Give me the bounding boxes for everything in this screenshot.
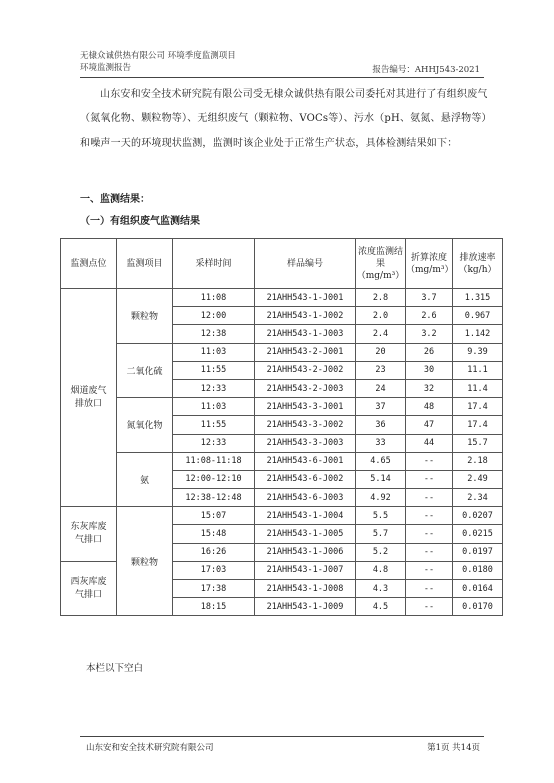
monitoring-results-table <box>60 238 503 616</box>
sampling-time-cell: 12:33 <box>173 434 255 452</box>
header-item: 监测项目 <box>117 239 173 289</box>
sample-id-cell: 21AHH543-3-J001 <box>255 398 356 416</box>
table-row <box>61 507 503 525</box>
emission-rate-cell: 11.1 <box>453 361 503 379</box>
sampling-time-cell: 18:15 <box>173 598 255 616</box>
emission-rate-cell: 9.39 <box>453 343 503 361</box>
table-row <box>61 452 503 470</box>
emission-rate-cell: 11.4 <box>453 379 503 397</box>
sample-id-cell: 21AHH543-1-J003 <box>255 325 356 343</box>
header-rate: 排放速率（kg/h） <box>453 239 503 289</box>
monitoring-item-cell: 氮氧化物 <box>117 398 173 453</box>
sampling-time-cell: 15:48 <box>173 525 255 543</box>
sampling-time-cell: 12:33 <box>173 379 255 397</box>
table-row <box>61 398 503 416</box>
converted-concentration-cell: -- <box>406 580 453 598</box>
header-divider <box>80 77 484 78</box>
emission-rate-cell: 17.4 <box>453 416 503 434</box>
report-number: 报告编号：AHHJ543-2021 <box>372 65 480 75</box>
sampling-time-cell: 11:03 <box>173 398 255 416</box>
emission-rate-cell: 2.34 <box>453 489 503 507</box>
header-sample: 样品编号 <box>255 239 356 289</box>
page-number: 第1页 共14页 <box>427 743 480 753</box>
sampling-time-cell: 12:38-12:48 <box>173 489 255 507</box>
converted-concentration-cell: 3.2 <box>406 325 453 343</box>
emission-rate-cell: 1.315 <box>453 289 503 307</box>
sampling-time-cell: 12:00-12:10 <box>173 470 255 488</box>
header-report-type: 环境监测报告 <box>80 63 132 73</box>
converted-concentration-cell: -- <box>406 452 453 470</box>
sampling-time-cell: 11:55 <box>173 416 255 434</box>
emission-rate-cell: 0.0207 <box>453 507 503 525</box>
monitoring-point-cell: 东灰库废气排口 <box>61 507 117 562</box>
converted-concentration-cell: -- <box>406 489 453 507</box>
concentration-cell: 37 <box>356 398 406 416</box>
concentration-cell: 2.0 <box>356 307 406 325</box>
converted-concentration-cell: -- <box>406 561 453 579</box>
monitoring-item-cell: 氨 <box>117 452 173 507</box>
blank-note: 本栏以下空白 <box>86 663 144 674</box>
sample-id-cell: 21AHH543-1-J001 <box>255 289 356 307</box>
monitoring-item-cell: 颗粒物 <box>117 289 173 344</box>
sample-id-cell: 21AHH543-1-J005 <box>255 525 356 543</box>
converted-concentration-cell: -- <box>406 543 453 561</box>
emission-rate-cell: 0.0215 <box>453 525 503 543</box>
concentration-cell: 4.8 <box>356 561 406 579</box>
sampling-time-cell: 11:03 <box>173 343 255 361</box>
converted-concentration-cell: 26 <box>406 343 453 361</box>
concentration-cell: 5.5 <box>356 507 406 525</box>
footer-divider <box>80 736 484 737</box>
converted-concentration-cell: -- <box>406 598 453 616</box>
emission-rate-cell: 0.0164 <box>453 580 503 598</box>
monitoring-point-cell: 烟道废气排放口 <box>61 289 117 507</box>
subsection-heading: （一）有组织废气监测结果 <box>80 216 200 227</box>
sampling-time-cell: 12:00 <box>173 307 255 325</box>
emission-rate-cell: 0.0170 <box>453 598 503 616</box>
report-header <box>80 50 236 74</box>
sample-id-cell: 21AHH543-2-J003 <box>255 379 356 397</box>
sample-id-cell: 21AHH543-1-J007 <box>255 561 356 579</box>
monitoring-point-cell: 西灰库废气排口 <box>61 561 117 616</box>
converted-concentration-cell: -- <box>406 507 453 525</box>
sample-id-cell: 21AHH543-1-J009 <box>255 598 356 616</box>
monitoring-item-cell: 二氧化硫 <box>117 343 173 398</box>
converted-concentration-cell: 47 <box>406 416 453 434</box>
converted-concentration-cell: 3.7 <box>406 289 453 307</box>
sample-id-cell: 21AHH543-1-J008 <box>255 580 356 598</box>
header-concentration: 浓度监测结果（mg/m³） <box>356 239 406 289</box>
converted-concentration-cell: 44 <box>406 434 453 452</box>
concentration-cell: 36 <box>356 416 406 434</box>
converted-concentration-cell: 2.6 <box>406 307 453 325</box>
sampling-time-cell: 11:08-11:18 <box>173 452 255 470</box>
sample-id-cell: 21AHH543-1-J006 <box>255 543 356 561</box>
sampling-time-cell: 11:08 <box>173 289 255 307</box>
concentration-cell: 20 <box>356 343 406 361</box>
sample-id-cell: 21AHH543-6-J003 <box>255 489 356 507</box>
table-header-row <box>61 239 503 289</box>
sampling-time-cell: 17:03 <box>173 561 255 579</box>
converted-concentration-cell: -- <box>406 470 453 488</box>
header-point: 监测点位 <box>61 239 117 289</box>
table-row <box>61 289 503 307</box>
concentration-cell: 4.3 <box>356 580 406 598</box>
concentration-cell: 5.7 <box>356 525 406 543</box>
concentration-cell: 5.14 <box>356 470 406 488</box>
sample-id-cell: 21AHH543-6-J002 <box>255 470 356 488</box>
converted-concentration-cell: 48 <box>406 398 453 416</box>
concentration-cell: 5.2 <box>356 543 406 561</box>
header-project: 无棣众诚供热有限公司 环境季度监测项目 <box>80 51 236 61</box>
intro-paragraph: 山东安和安全技术研究院有限公司受无棣众诚供热有限公司委托对其进行了有组织废气（氮氧化物、颗粒物等）、无组织废气（颗粒物、VOCs等）、污水（pH、氨氮、悬浮物等）和噪声一天的环境现状监测，监测时该企业处于正常生产状态，具体检测结果如下： <box>80 89 488 149</box>
concentration-cell: 23 <box>356 361 406 379</box>
converted-concentration-cell: -- <box>406 525 453 543</box>
converted-concentration-cell: 30 <box>406 361 453 379</box>
concentration-cell: 24 <box>356 379 406 397</box>
sampling-time-cell: 11:55 <box>173 361 255 379</box>
emission-rate-cell: 0.0197 <box>453 543 503 561</box>
monitoring-item-cell: 颗粒物 <box>117 507 173 616</box>
concentration-cell: 2.8 <box>356 289 406 307</box>
concentration-cell: 2.4 <box>356 325 406 343</box>
concentration-cell: 4.5 <box>356 598 406 616</box>
sampling-time-cell: 16:26 <box>173 543 255 561</box>
emission-rate-cell: 15.7 <box>453 434 503 452</box>
concentration-cell: 33 <box>356 434 406 452</box>
sample-id-cell: 21AHH543-3-J003 <box>255 434 356 452</box>
sampling-time-cell: 17:38 <box>173 580 255 598</box>
section-heading: 一、监测结果： <box>80 194 150 205</box>
emission-rate-cell: 17.4 <box>453 398 503 416</box>
sampling-time-cell: 15:07 <box>173 507 255 525</box>
header-time: 采样时间 <box>173 239 255 289</box>
emission-rate-cell: 2.18 <box>453 452 503 470</box>
converted-concentration-cell: 32 <box>406 379 453 397</box>
sampling-time-cell: 12:38 <box>173 325 255 343</box>
table-row <box>61 343 503 361</box>
sample-id-cell: 21AHH543-1-J004 <box>255 507 356 525</box>
sample-id-cell: 21AHH543-2-J002 <box>255 361 356 379</box>
concentration-cell: 4.92 <box>356 489 406 507</box>
emission-rate-cell: 0.967 <box>453 307 503 325</box>
concentration-cell: 4.65 <box>356 452 406 470</box>
footer-org: 山东安和安全技术研究院有限公司 <box>86 743 214 753</box>
emission-rate-cell: 1.142 <box>453 325 503 343</box>
sample-id-cell: 21AHH543-2-J001 <box>255 343 356 361</box>
emission-rate-cell: 2.49 <box>453 470 503 488</box>
sample-id-cell: 21AHH543-1-J002 <box>255 307 356 325</box>
sample-id-cell: 21AHH543-3-J002 <box>255 416 356 434</box>
sample-id-cell: 21AHH543-6-J001 <box>255 452 356 470</box>
emission-rate-cell: 0.0180 <box>453 561 503 579</box>
header-converted: 折算浓度（mg/m³） <box>406 239 453 289</box>
